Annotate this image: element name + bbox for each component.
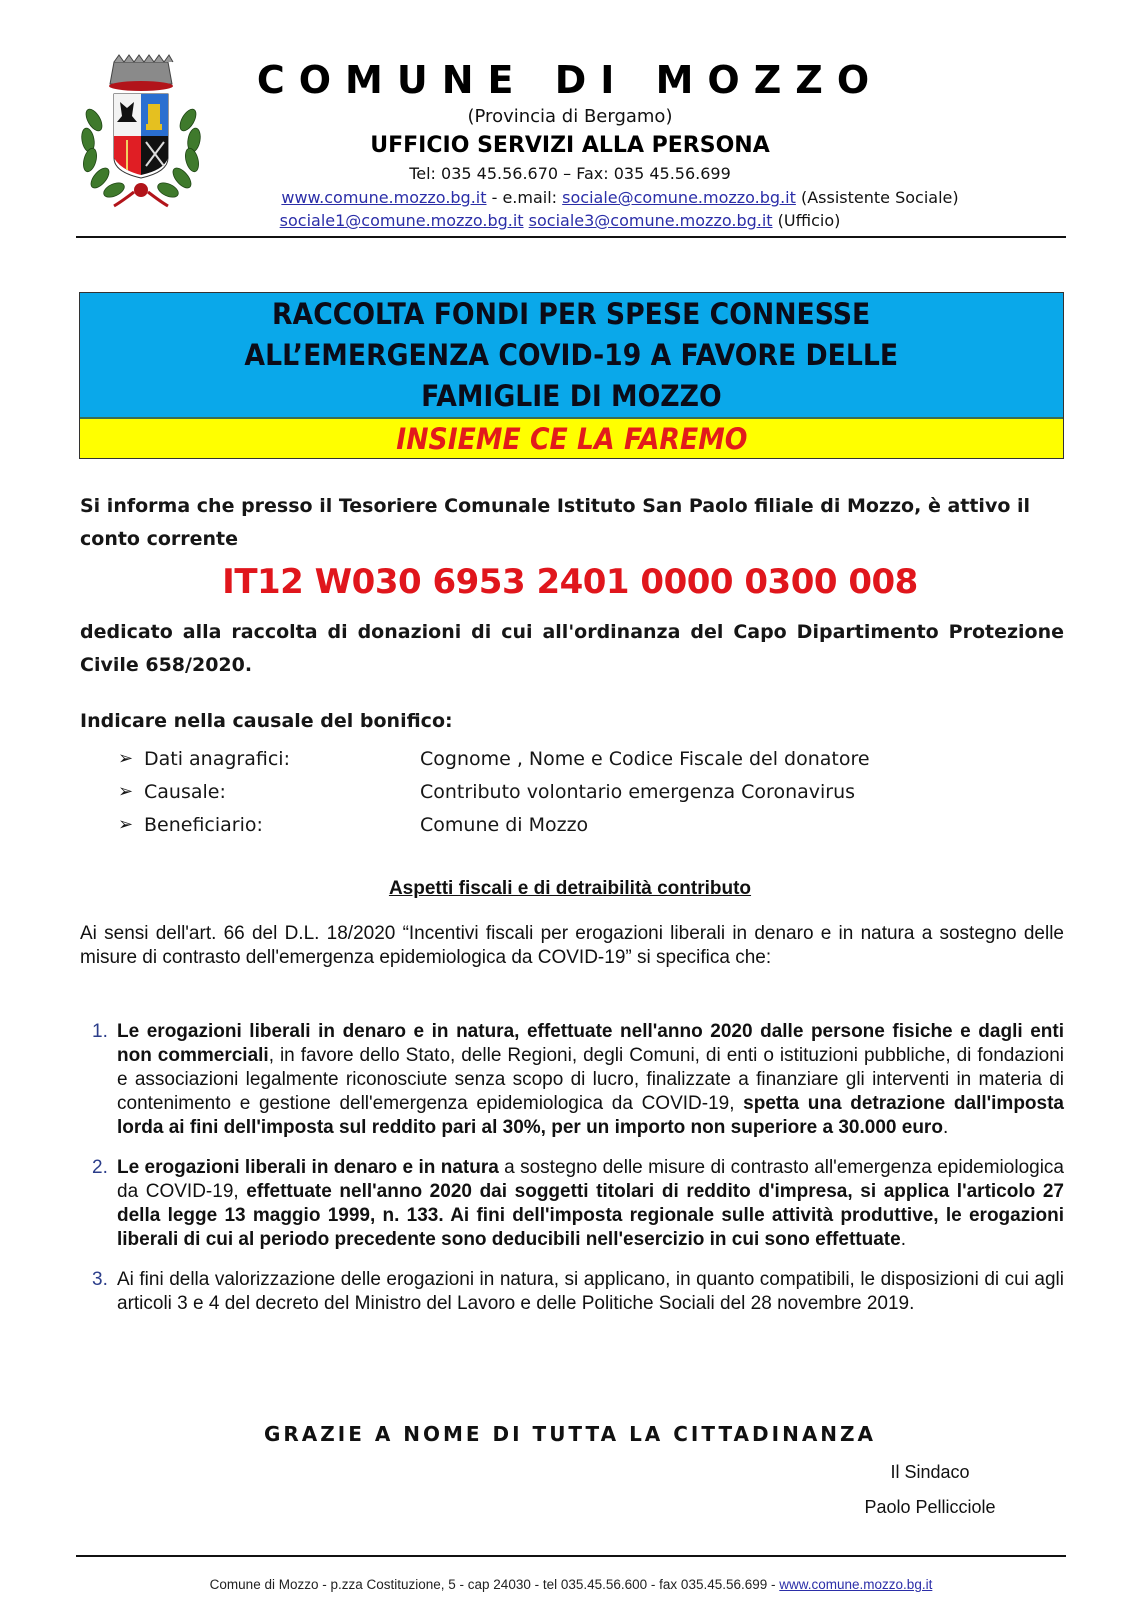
fiscal-heading: Aspetti fiscali e di detraibilità contributo xyxy=(388,878,752,899)
tel-fax: Tel: 035 45.56.670 – Fax: 035 45.56.699 xyxy=(409,164,731,183)
causale-value: Cognome , Nome e Codice Fiscale del donatore xyxy=(420,747,870,770)
coat-of-arms-icon xyxy=(76,50,206,210)
iban-number: IT12 W030 6953 2401 0000 0300 008 xyxy=(222,562,918,602)
fiscal-item xyxy=(92,1156,1064,1252)
banner-title-block xyxy=(80,293,1063,419)
item-text: Ai fini della valorizzazione delle erogazioni in natura, si applicano, in quanto compatibili, le disposizioni di cui agli articoli 3 e 4 del decreto del Ministro del Lavoro e delle Politiche Sociali del 28 novembre 2019. xyxy=(117,1269,1064,1314)
province: (Provincia di Bergamo) xyxy=(467,106,673,127)
arrowhead-bullet-icon: ➢ xyxy=(118,748,134,769)
causale-label: Causale: xyxy=(144,780,226,803)
causale-label: Dati anagrafici: xyxy=(144,747,290,770)
banner-line: RACCOLTA FONDI PER SPESE CONNESSE xyxy=(272,296,871,331)
fundraising-banner xyxy=(79,292,1064,459)
footer-website-link[interactable]: www.comune.mozzo.bg.it xyxy=(779,1577,933,1592)
website-link[interactable]: www.comune.mozzo.bg.it xyxy=(281,188,487,207)
banner-slogan: INSIEME CE LA FAREMO xyxy=(395,421,748,456)
email-social-note: (Assistente Sociale) xyxy=(795,188,959,207)
footer-divider xyxy=(76,1555,1066,1557)
footer-address: Comune di Mozzo - p.zza Costituzione, 5 - cap 24030 - tel 035.45.56.600 - fax 035.45.56.699 - xyxy=(209,1577,780,1592)
item-text: Le erogazioni liberali in denaro e in natura a sostegno delle misure di contrasto all'emergenza epidemiologica da COVID-19, effettuate nell'anno 2020 dai soggetti titolari di reddito d'impresa, si applica l'articolo 27 della legge 13 maggio 1999, n. 133. Ai fini dell'imposta regionale sulle attività produttive, le erogazioni liberali di cui al periodo precedente sono deducibili nell'esercizio in cui sono effettuate. xyxy=(117,1157,1064,1250)
arrowhead-bullet-icon: ➢ xyxy=(118,781,134,802)
email-label: - e.mail: xyxy=(486,188,563,207)
banner-line: FAMIGLIE DI MOZZO xyxy=(421,378,722,413)
thanks-line: GRAZIE A NOME DI TUTTA LA CITTADINANZA xyxy=(263,1422,877,1446)
causale-item xyxy=(118,808,1018,841)
office-name: UFFICIO SERVIZI ALLA PERSONA xyxy=(370,133,770,158)
signature-role: Il Sindaco xyxy=(890,1462,970,1482)
signature-name: Paolo Pellicciole xyxy=(864,1497,996,1517)
email-office-2-link[interactable]: sociale3@comune.mozzo.bg.it xyxy=(528,211,773,230)
causale-item xyxy=(118,775,1018,808)
item-number: 2. xyxy=(92,1157,108,1178)
header-divider xyxy=(76,236,1066,238)
dedication-paragraph: dedicato alla raccolta di donazioni di cui all'ordinanza del Capo Dipartimento Protezione Civile 658/2020. xyxy=(80,621,1064,676)
banner-line: ALL’EMERGENZA COVID-19 A FAVORE DELLE xyxy=(244,337,899,372)
email-social-link[interactable]: sociale@comune.mozzo.bg.it xyxy=(562,188,796,207)
fiscal-item xyxy=(92,1020,1064,1140)
arrowhead-bullet-icon: ➢ xyxy=(118,814,134,835)
fiscal-item xyxy=(92,1268,1064,1316)
intro-paragraph: Si informa che presso il Tesoriere Comunale Istituto San Paolo filiale di Mozzo, è attivo il conto corrente xyxy=(80,495,1031,550)
fiscal-list xyxy=(92,1020,1064,1332)
email-office-note: (Ufficio) xyxy=(772,211,841,230)
office-emails-line xyxy=(240,211,880,230)
footer xyxy=(76,1577,1066,1592)
causale-label: Beneficiario: xyxy=(144,813,263,836)
banner-slogan-block xyxy=(80,419,1063,458)
item-number: 3. xyxy=(92,1269,108,1290)
municipality-title: COMUNE DI MOZZO xyxy=(256,58,884,102)
causale-value: Contributo volontario emergenza Coronavirus xyxy=(420,780,856,803)
website-email-line xyxy=(240,188,1000,207)
causale-list xyxy=(118,742,1018,841)
causale-value: Comune di Mozzo xyxy=(420,813,589,836)
causale-item xyxy=(118,742,1018,775)
item-number: 1. xyxy=(92,1021,108,1042)
causale-heading: Indicare nella causale del bonifico: xyxy=(80,710,453,732)
email-office-1-link[interactable]: sociale1@comune.mozzo.bg.it xyxy=(279,211,524,230)
item-text: Le erogazioni liberali in denaro e in natura, effettuate nell'anno 2020 dalle persone fisiche e dagli enti non commerciali, in favore dello Stato, delle Regioni, degli Comuni, di enti o istituzioni pubbliche, di fondazioni e associazioni legalmente riconosciute senza scopo di lucro, finalizzate a finanziare gli interventi in materia di contenimento e gestione dell'emergenza epidemiologica da COVID-19, spetta una detrazione dall'imposta lorda ai fini dell'imposta sul reddito pari al 30%, per un importo non superiore a 30.000 euro. xyxy=(117,1021,1064,1138)
fiscal-intro: Ai sensi dell'art. 66 del D.L. 18/2020 “Incentivi fiscali per erogazioni liberali in denaro e in natura a sostegno delle misure di contrasto dell'emergenza epidemiologica da COVID-19” si specifica che: xyxy=(80,923,1064,968)
